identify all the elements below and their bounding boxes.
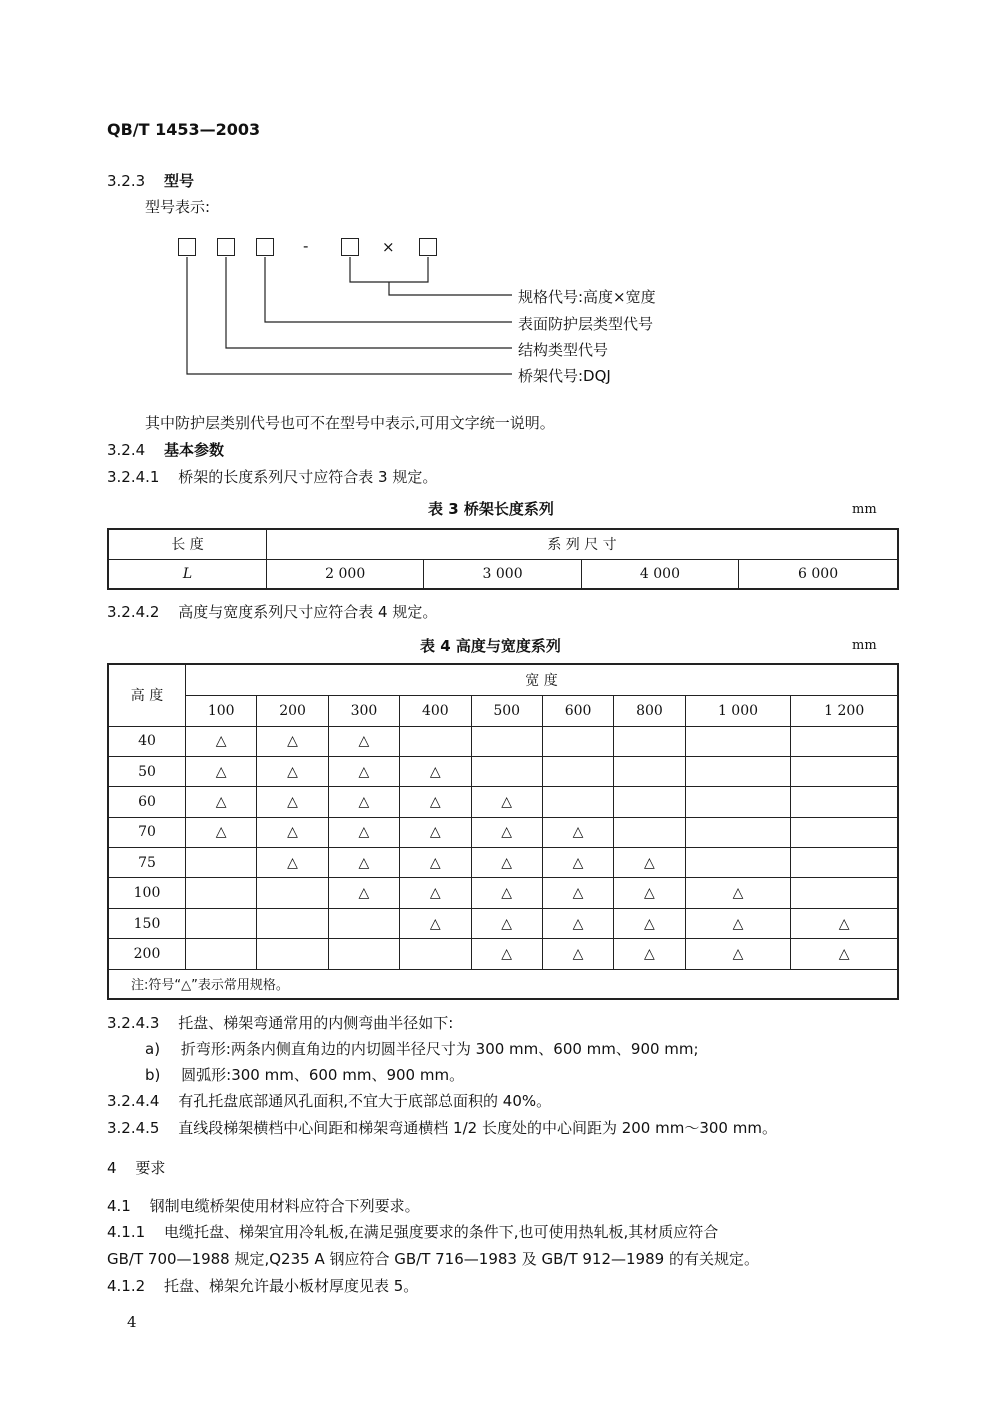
table4-height-cell: 150 [108, 908, 186, 938]
table3-cell: 2 000 [267, 559, 424, 589]
section-4-heading [107, 1157, 165, 1178]
table4-spec-cell: △ [257, 848, 328, 878]
table4-spec-cell [471, 756, 542, 786]
table3-unit: mm [852, 502, 877, 517]
table4-width-header: 100 [186, 695, 257, 726]
section-title: 要求 [135, 1159, 166, 1177]
table4-spec-cell [791, 817, 898, 847]
clause-number: 3.2.4.2 [107, 603, 160, 621]
item-text: 圆弧形:300 mm、600 mm、900 mm。 [181, 1066, 465, 1084]
model-note: 其中防护层类别代号也可不在型号中表示,可用文字统一说明。 [145, 414, 555, 432]
section-number: 4 [107, 1159, 117, 1177]
table4-spec-cell: △ [257, 787, 328, 817]
section-title: 基本参数 [163, 441, 224, 459]
clause-4-1-2 [107, 1275, 418, 1296]
item-text: 折弯形:两条内侧直角边的内切圆半径尺寸为 300 mm、600 mm、900 mm; [180, 1040, 699, 1058]
table4-spec-cell [186, 878, 257, 908]
table-row [108, 848, 898, 878]
section-number: 3.2.4 [107, 441, 146, 459]
table4-width-row [108, 695, 898, 726]
table4-spec-cell [186, 908, 257, 938]
table4-spec-cell [257, 939, 328, 969]
table4-spec-cell [471, 726, 542, 756]
table4-spec-cell: △ [542, 939, 613, 969]
table4-spec-cell: △ [685, 878, 791, 908]
clause-number: 4.1 [107, 1197, 131, 1215]
table4-spec-cell: △ [614, 848, 685, 878]
table4-spec-cell: △ [614, 908, 685, 938]
table4-spec-cell [791, 787, 898, 817]
table4-note: 注:符号“△”表示常用规格。 [108, 969, 898, 999]
clause-4-1-1-cont: GB/T 700—1988 规定,Q235 A 钢应符合 GB/T 716—1983 及 GB/T 912—1989 的有关规定。 [107, 1250, 759, 1268]
table4-spec-cell [542, 726, 613, 756]
table4-width-header: 400 [400, 695, 471, 726]
table3-header-length: 长 度 [108, 529, 267, 559]
clause-3-2-4-1 [107, 466, 437, 487]
table4-spec-cell [614, 726, 685, 756]
table-row [108, 878, 898, 908]
clause-number: 4.1.2 [107, 1277, 146, 1295]
table4-height-cell: 60 [108, 787, 186, 817]
table4-unit: mm [852, 638, 877, 653]
clause-number: 3.2.4.3 [107, 1014, 160, 1032]
table4-spec-cell [791, 878, 898, 908]
table4-spec-cell: △ [400, 908, 471, 938]
table-row [108, 908, 898, 938]
table4-spec-cell [542, 787, 613, 817]
model-intro: 型号表示: [145, 198, 211, 216]
table4-spec-cell: △ [471, 878, 542, 908]
table4-spec-cell: △ [614, 878, 685, 908]
table4-spec-cell: △ [400, 817, 471, 847]
table3-header-series: 系 列 尺 寸 [267, 529, 899, 559]
table4-spec-cell: △ [257, 756, 328, 786]
table4-width-header: 200 [257, 695, 328, 726]
label-spec-code: 规格代号:高度×宽度 [518, 288, 656, 306]
table4-height-cell: 200 [108, 939, 186, 969]
table4-spec-cell [685, 756, 791, 786]
table4-spec-cell: △ [186, 756, 257, 786]
code-leader-lines [0, 0, 1000, 400]
clause-number: 3.2.4.1 [107, 468, 160, 486]
table4-spec-cell [400, 726, 471, 756]
table4-spec-cell [257, 878, 328, 908]
table4-width-header: 300 [328, 695, 399, 726]
table4-spec-cell [791, 756, 898, 786]
table4-spec-cell: △ [542, 878, 613, 908]
table3-caption: 表 3 桥架长度系列 [428, 500, 554, 518]
table4-width-header: 1 200 [791, 695, 898, 726]
code-times: × [382, 238, 395, 256]
table4-spec-cell [614, 756, 685, 786]
table-row [108, 756, 898, 786]
clause-3-2-4-2 [107, 601, 437, 622]
table4-height-cell: 75 [108, 848, 186, 878]
clause-text: 托盘、梯架允许最小板材厚度见表 5。 [163, 1277, 419, 1295]
table4-spec-cell [685, 848, 791, 878]
table4-spec-cell: △ [685, 908, 791, 938]
section-title: 型号 [163, 172, 194, 190]
clause-text: 高度与宽度系列尺寸应符合表 4 规定。 [178, 603, 438, 621]
table4-spec-cell [791, 726, 898, 756]
table4-spec-cell: △ [400, 756, 471, 786]
table4-spec-cell: △ [471, 817, 542, 847]
table4-spec-cell: △ [400, 878, 471, 908]
clause-3-2-4-3-b [145, 1064, 464, 1085]
table4-spec-cell: △ [328, 817, 399, 847]
table4-spec-cell: △ [328, 787, 399, 817]
table3-length-series [107, 528, 899, 590]
table4-body [108, 726, 898, 969]
table4-width-header: 500 [471, 695, 542, 726]
table4-spec-cell [400, 939, 471, 969]
table4-height-cell: 50 [108, 756, 186, 786]
table4-spec-cell: △ [257, 726, 328, 756]
table4-header-width: 宽 度 [186, 664, 899, 695]
label-surface-code: 表面防护层类型代号 [518, 315, 654, 333]
item-marker: a) [145, 1040, 161, 1058]
table4-spec-cell [614, 787, 685, 817]
table3-row-label: L [108, 559, 267, 589]
table4-spec-cell: △ [186, 726, 257, 756]
clause-3-2-4-4 [107, 1090, 551, 1111]
table3-cell: 6 000 [739, 559, 898, 589]
table-row [108, 726, 898, 756]
table4-spec-cell: △ [328, 878, 399, 908]
code-dash: - [303, 237, 309, 255]
table4-spec-cell [685, 787, 791, 817]
table-row [108, 787, 898, 817]
table4-spec-cell: △ [186, 787, 257, 817]
clause-text: 电缆托盘、梯架宜用冷轧板,在满足强度要求的条件下,也可使用热轧板,其材质应符合 [163, 1223, 719, 1241]
clause-text: 桥架的长度系列尺寸应符合表 3 规定。 [178, 468, 438, 486]
clause-4-1-1 [107, 1221, 718, 1242]
clause-text: 托盘、梯架弯通常用的内侧弯曲半径如下: [178, 1014, 454, 1032]
clause-3-2-4-3-a [145, 1038, 699, 1059]
table4-height-cell: 100 [108, 878, 186, 908]
clause-text: 有孔托盘底部通风孔面积,不宜大于底部总面积的 40%。 [178, 1092, 552, 1110]
table4-spec-cell: △ [471, 939, 542, 969]
clause-number: 3.2.4.4 [107, 1092, 160, 1110]
table4-caption: 表 4 高度与宽度系列 [420, 637, 561, 655]
table4-spec-cell [791, 848, 898, 878]
table4-height-cell: 40 [108, 726, 186, 756]
table4-spec-cell [685, 817, 791, 847]
item-marker: b) [145, 1066, 161, 1084]
table4-spec-cell [257, 908, 328, 938]
clause-4-1 [107, 1195, 420, 1216]
table4-spec-cell [186, 939, 257, 969]
standard-number: QB/T 1453—2003 [107, 120, 261, 139]
table4-spec-cell: △ [542, 908, 613, 938]
clause-3-2-4-5 [107, 1117, 777, 1138]
table4-spec-cell: △ [685, 939, 791, 969]
table4-spec-cell: △ [614, 939, 685, 969]
clause-3-2-4-3 [107, 1012, 453, 1033]
table3-cell: 3 000 [424, 559, 581, 589]
table4-width-header: 800 [614, 695, 685, 726]
table4-spec-cell [614, 817, 685, 847]
section-3-2-4-heading [107, 439, 224, 460]
table4-spec-cell: △ [542, 817, 613, 847]
table4-spec-cell: △ [257, 817, 328, 847]
table3-cell: 4 000 [581, 559, 738, 589]
clause-text: 直线段梯架横档中心间距和梯架弯通横档 1/2 长度处的中心间距为 200 mm～300 mm。 [178, 1119, 777, 1137]
table-row [108, 817, 898, 847]
table4-spec-cell: △ [471, 787, 542, 817]
table-row [108, 939, 898, 969]
table4-header-height: 高 度 [108, 664, 186, 726]
table4-spec-cell [328, 939, 399, 969]
table4-width-header: 1 000 [685, 695, 791, 726]
table4-spec-cell: △ [400, 787, 471, 817]
table4-spec-cell: △ [186, 817, 257, 847]
table4-spec-cell: △ [400, 848, 471, 878]
label-structure-code: 结构类型代号 [518, 341, 609, 359]
table4-spec-cell: △ [471, 848, 542, 878]
label-tray-code: 桥架代号:DQJ [518, 367, 611, 385]
table4-spec-cell [685, 726, 791, 756]
section-number: 3.2.3 [107, 172, 146, 190]
page-number: 4 [127, 1313, 137, 1331]
table4-spec-cell: △ [791, 939, 898, 969]
table4-height-cell: 70 [108, 817, 186, 847]
table4-spec-cell: △ [328, 756, 399, 786]
table4-spec-cell: △ [328, 726, 399, 756]
table4-height-width-series [107, 663, 899, 1000]
clause-text: 钢制电缆桥架使用材料应符合下列要求。 [149, 1197, 420, 1215]
clause-number: 4.1.1 [107, 1223, 146, 1241]
clause-number: 3.2.4.5 [107, 1119, 160, 1137]
table4-spec-cell: △ [791, 908, 898, 938]
table4-spec-cell [328, 908, 399, 938]
table4-spec-cell [186, 848, 257, 878]
table4-spec-cell [542, 756, 613, 786]
table4-width-header: 600 [542, 695, 613, 726]
table4-spec-cell: △ [471, 908, 542, 938]
table4-spec-cell: △ [542, 848, 613, 878]
table4-spec-cell: △ [328, 848, 399, 878]
